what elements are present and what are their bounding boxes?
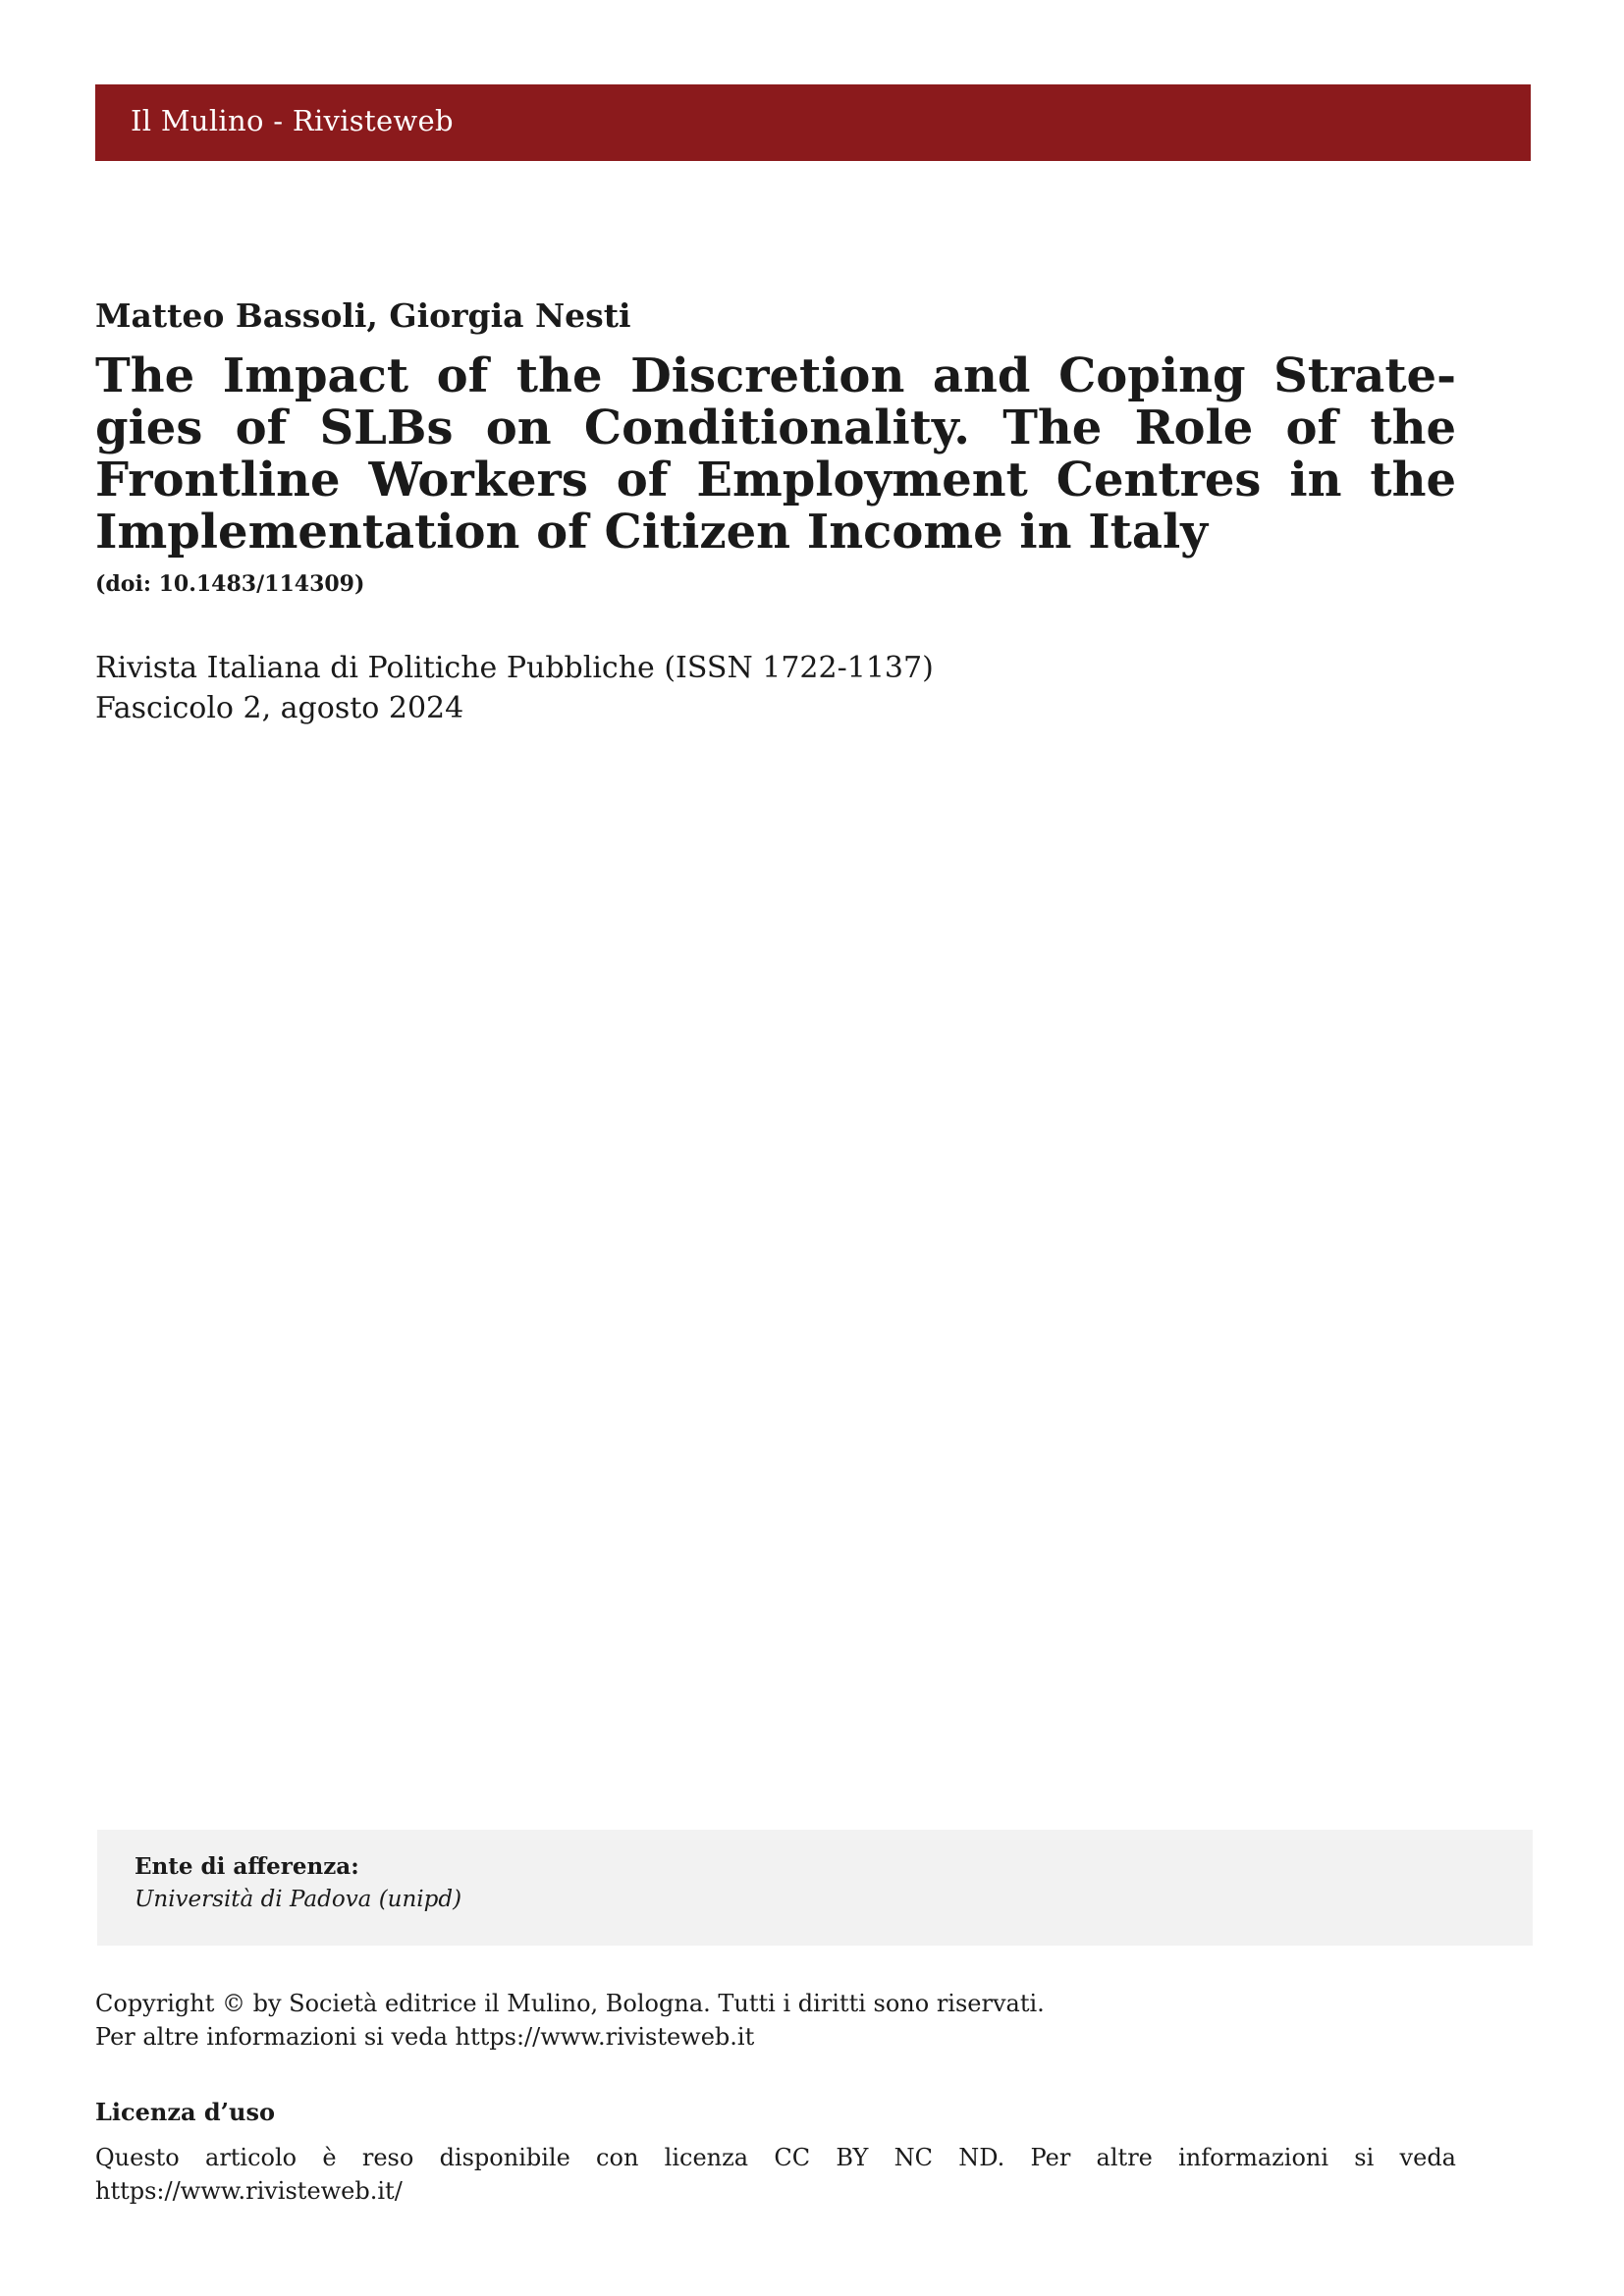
article-title-line: Frontline Workers of Employment Centres in the xyxy=(95,453,1456,507)
copyright-notice xyxy=(95,1987,1045,2054)
affiliation-label: Ente di afferenza: xyxy=(135,1853,359,1880)
affiliation-box xyxy=(97,1830,1533,1946)
banner-title: Il Mulino - Rivisteweb xyxy=(131,104,454,137)
copyright-link-line[interactable]: Per altre informazioni si veda https://www.rivisteweb.it xyxy=(95,2023,755,2051)
journal-issue: Fascicolo 2, agosto 2024 xyxy=(95,691,464,725)
license-link[interactable]: https://www.rivisteweb.it/ xyxy=(95,2177,403,2205)
article-title-line: gies of SLBs on Conditionality. The Role of the xyxy=(95,400,1456,455)
article-title-line: The Impact of the Discretion and Coping Strate- xyxy=(95,348,1456,403)
article-title-line: Implementation of Citizen Income in Italy xyxy=(95,505,1209,560)
article-title xyxy=(95,350,1456,559)
journal-info xyxy=(95,648,934,728)
journal-name-issn: Rivista Italiana di Politiche Pubbliche (ISSN 1722-1137) xyxy=(95,651,934,685)
license-title: Licenza d’uso xyxy=(95,2098,275,2126)
copyright-line: Copyright © by Società editrice il Mulino, Bologna. Tutti i diritti sono riservati. xyxy=(95,1990,1045,2017)
header-banner xyxy=(95,84,1531,161)
license-text xyxy=(95,2141,1456,2208)
affiliation-value: Università di Padova (unipd) xyxy=(135,1887,462,1912)
article-authors: Matteo Bassoli, Giorgia Nesti xyxy=(95,296,631,335)
license-line: Questo articolo è reso disponibile con licenza CC BY NC ND. Per altre informazioni si veda xyxy=(95,2144,1456,2171)
article-doi: (doi: 10.1483/114309) xyxy=(95,571,365,597)
